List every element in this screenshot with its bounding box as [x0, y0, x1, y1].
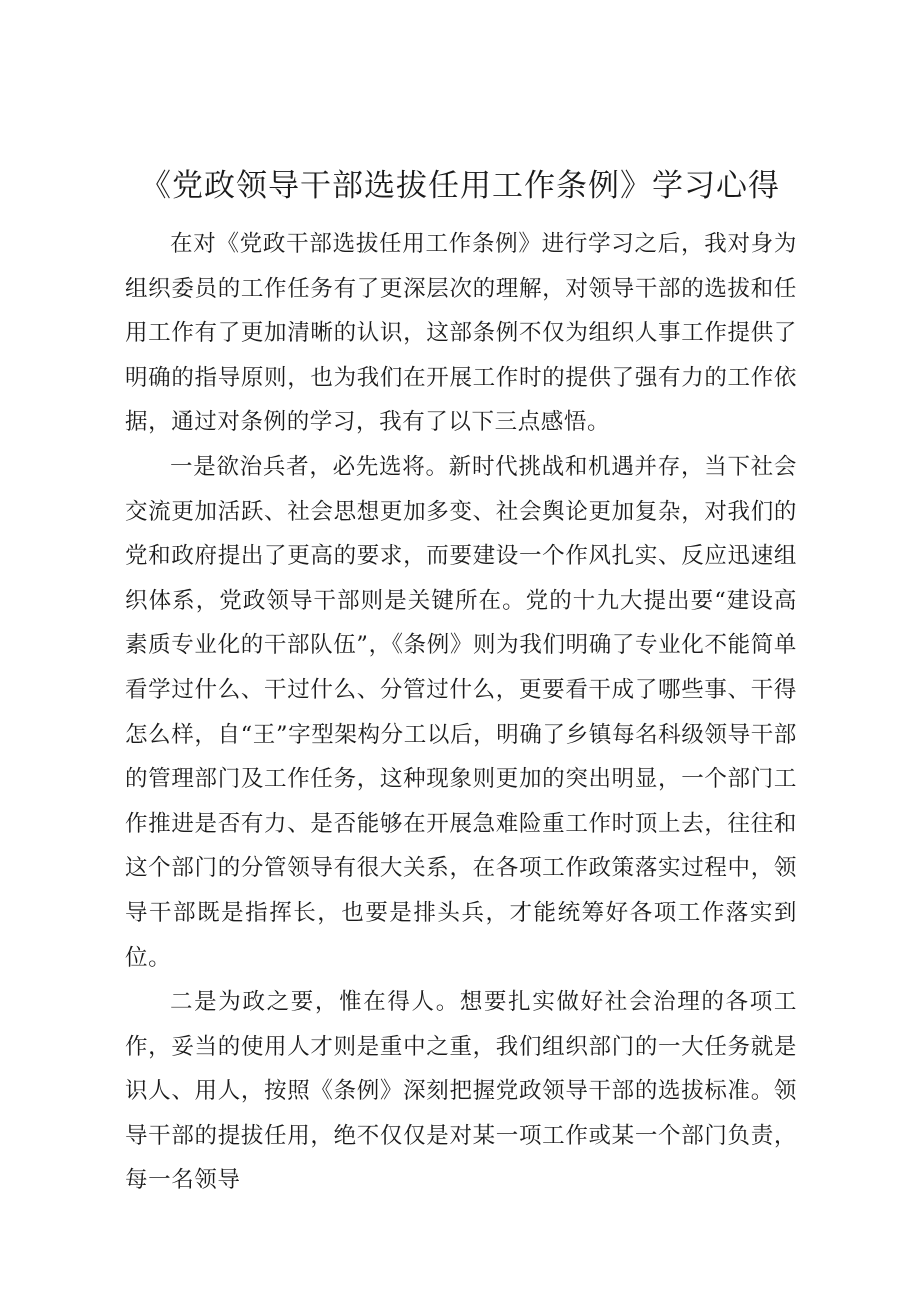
paragraph-intro: 在对《党政干部选拔任用工作条例》进行学习之后，我对身为组织委员的工作任务有了更深层次的理解，对领导干部的选拔和任用工作有了更加清晰的认识，这部条例不仅为组织人事工作提供了明确的指导原则，也为我们在开展工作时的提供了强有力的工作依据，通过对条例的学习，我有了以下三点感悟。 [125, 231, 797, 436]
paragraph-point-one: 一是欲治兵者，必先选将。新时代挑战和机遇并存，当下社会交流更加活跃、社会思想更加多变、社会舆论更加复杂，对我们的党和政府提出了更高的要求，而要建设一个作风扎实、反应迅速组织体系，党政领导干部则是关键所在。党的十九大提出要“建设高素质专业化的干部队伍”，《条例》则为我们明确了专业化不能简单看学过什么、干过什么、分管过什么，更要看干成了哪些事、干得怎么样，自“王”字型架构分工以后，明确了乡镇每名科级领导干部的管理部门及工作任务，这种现象则更加的突出明显，一个部门工作推进是否有力、是否能够在开展急难险重工作时顶上去，往往和这个部门的分管领导有很大关系，在各项工作政策落实过程中，领导干部既是指挥长，也要是排头兵，才能统筹好各项工作落实到位。 [125, 453, 797, 971]
document-title: 《党政领导干部选拔任用工作条例》学习心得 [140, 168, 780, 204]
paragraph-point-two: 二是为政之要，惟在得人。想要扎实做好社会治理的各项工作，妥当的使用人才则是重中之重，我们组织部门的一大任务就是识人、用人，按照《条例》深刻把握党政领导干部的选拔标准。领导干部的提拔任用，绝不仅仅是对某一项工作或某一个部门负责，每一名领导 [125, 989, 797, 1194]
document-body [125, 222, 797, 1203]
